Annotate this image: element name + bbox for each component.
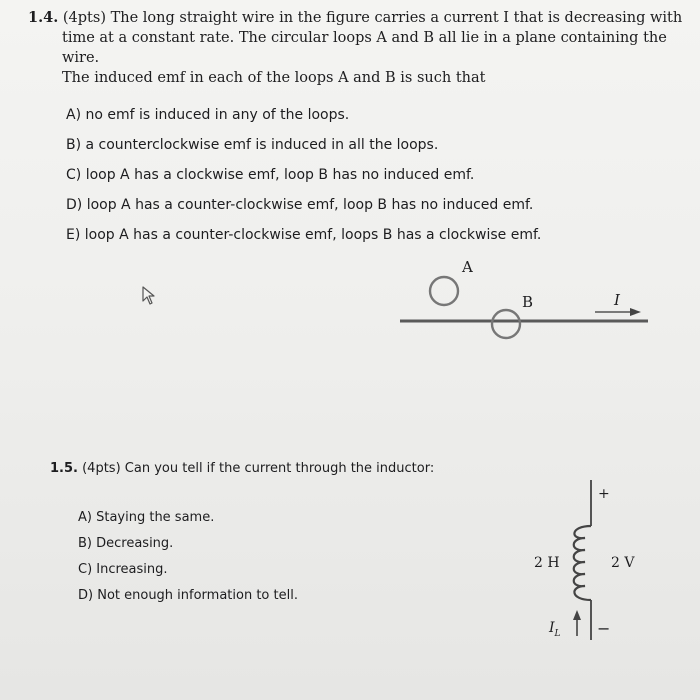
option-1-4-b: B) a counterclockwise emf is induced in all the loops. <box>66 137 439 153</box>
option-1-4-c: C) loop A has a clockwise emf, loop B has no induced emf. <box>66 167 475 183</box>
question-1-5-number: 1.5. <box>50 461 78 476</box>
plus-sign: + <box>598 486 610 502</box>
current-arrow-icon <box>630 308 641 316</box>
question-1-4-line1: The long straight wire in the figure carries a current I that is decreasing with <box>110 10 683 26</box>
wire-loops-figure <box>0 250 700 350</box>
question-1-5-points: (4pts) <box>82 461 121 476</box>
question-1-4-points: (4pts) <box>62 10 106 26</box>
voltage-label: 2 V <box>611 555 635 571</box>
label-current: I <box>614 291 620 309</box>
option-1-5-a: A) Staying the same. <box>78 510 215 525</box>
inductor-figure <box>0 470 700 670</box>
label-loop-b: B <box>522 293 534 311</box>
option-1-5-b: B) Decreasing. <box>78 536 174 551</box>
inductance-label: 2 H <box>534 555 560 571</box>
loop-a <box>430 277 458 305</box>
option-1-5-d: D) Not enough information to tell. <box>78 588 298 603</box>
up-arrow-icon <box>573 610 581 620</box>
question-1-4-number: 1.4. <box>28 9 59 26</box>
question-1-4-line2: time at a constant rate. The circular loops A and B all lie in a plane containing the wire. <box>62 30 667 66</box>
option-1-4-a: A) no emf is induced in any of the loops. <box>66 107 350 123</box>
minus-sign: − <box>597 619 611 638</box>
loop-b <box>492 310 520 338</box>
question-1-4-text <box>28 8 688 88</box>
inductor-current-label: $I_L$ <box>549 620 561 639</box>
question-1-4-line3: The induced emf in each of the loops A and B is such that <box>62 70 486 86</box>
mouse-cursor-icon <box>140 285 160 307</box>
question-1-4-options <box>66 100 541 250</box>
option-1-4-e: E) loop A has a counter-clockwise emf, loops B has a clockwise emf. <box>66 227 542 243</box>
option-1-4-d: D) loop A has a counter-clockwise emf, loop B has no induced emf. <box>66 197 534 213</box>
label-loop-a: A <box>462 258 473 276</box>
question-1-5-question: Can you tell if the current through the inductor: <box>124 461 435 476</box>
option-1-5-c: C) Increasing. <box>78 562 168 577</box>
inductor-coil <box>574 526 591 600</box>
